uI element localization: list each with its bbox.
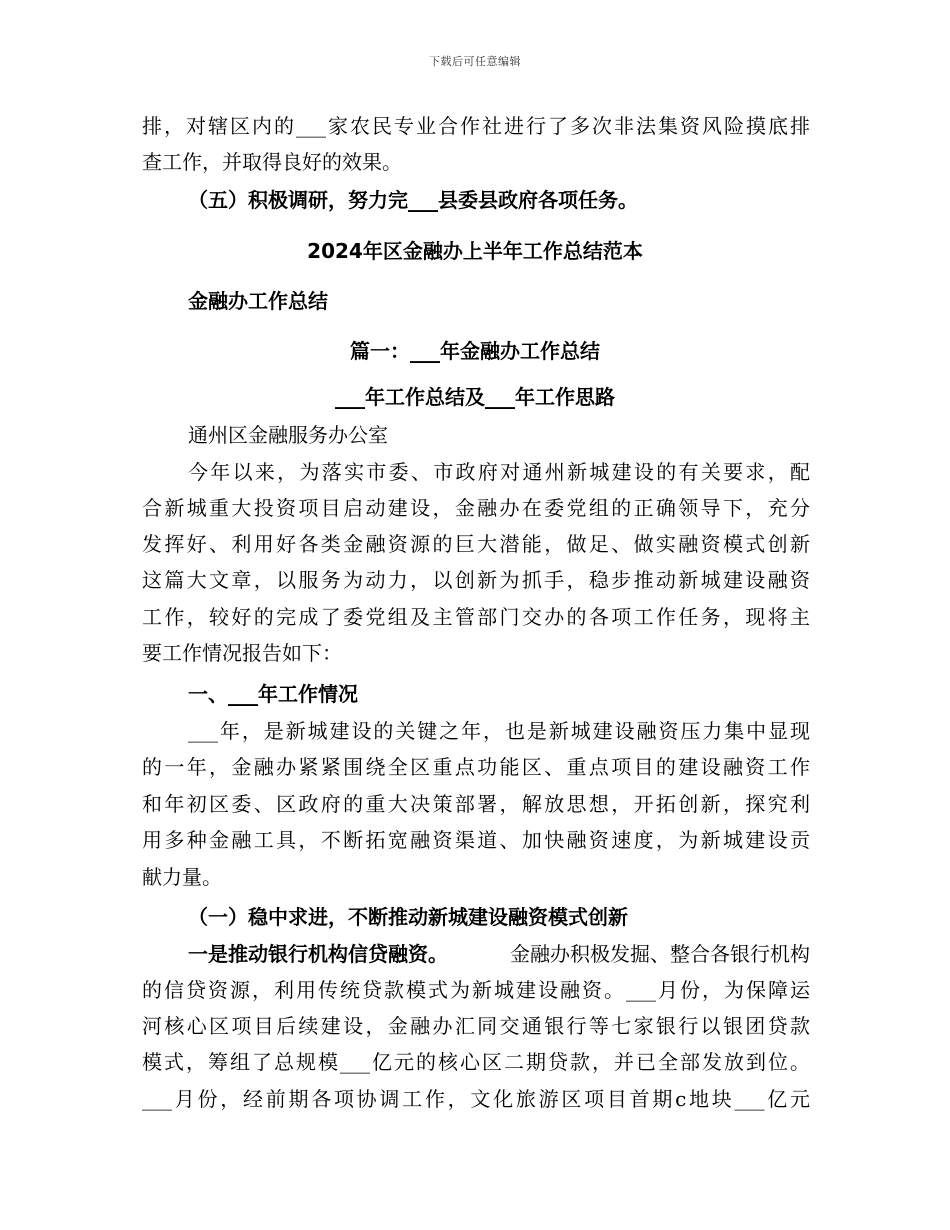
paragraph-line: 今年以来，为落实市委、市政府对通州新城建设的有关要求，配	[188, 460, 810, 484]
paragraph-line: ___月份，经前期各项协调工作，文化旅游区项目首期c地块___亿元	[142, 1087, 810, 1111]
lead-continuation: 金融办积极发掘、整合各银行机构	[510, 942, 810, 966]
paragraph-line: 用多种金融工具，不断拓宽融资渠道、加快融资速度，为新城建设贡	[142, 828, 810, 852]
lead-phrase: 一是推动银行机构信贷融资。	[188, 942, 448, 966]
chapter-subtitle: ___年工作总结及___年工作思路	[335, 385, 615, 409]
paragraph-line: 排，对辖区内的___家农民专业合作社进行了多次非法集资风险摸底排	[142, 114, 810, 138]
paragraph-line: 献力量。	[142, 865, 222, 889]
paragraph-line: 的信贷资源，利用传统贷款模式为新城建设融资。___月份，为保障运	[142, 978, 810, 1002]
paragraph-line: ___年，是新城建设的关键之年，也是新城建设融资压力集中显现	[188, 719, 810, 743]
chapter-title: 篇一：___年金融办工作总结	[350, 339, 600, 363]
paragraph-line: 模式，筹组了总规模___亿元的核心区二期贷款，并已全部发放到位。	[142, 1050, 810, 1074]
paragraph-line: 这篇大文章，以服务为动力，以创新为抓手，稳步推动新城建设融资	[142, 568, 810, 592]
paragraph-line: 要工作情况报告如下：	[142, 641, 342, 665]
paragraph-line: 合新城重大投资项目启动建设，金融办在委党组的正确领导下，充分	[142, 496, 810, 520]
paragraph-line: 发挥好、利用好各类金融资源的巨大潜能，做足、做实融资模式创新	[142, 532, 810, 556]
paragraph-line	[188, 940, 810, 968]
paragraph-line: 工作，较好的完成了委党组及主管部门交办的各项工作任务，现将主	[142, 605, 810, 629]
paragraph-line: 查工作，并取得良好的效果。	[142, 150, 402, 174]
author-line: 通州区金融服务办公室	[188, 423, 388, 447]
section-heading: （一）稳中求进，不断推动新城建设融资模式创新	[188, 905, 628, 929]
paragraph-line: 河核心区项目后续建设，金融办汇同交通银行等七家银行以银团贷款	[142, 1014, 810, 1038]
section-heading: （五）积极调研，努力完___县委县政府各项任务。	[188, 188, 638, 212]
paragraph-line: 和年初区委、区政府的重大决策部署，解放思想，开拓创新，探究利	[142, 792, 810, 816]
paragraph-line: 的一年，金融办紧紧围绕全区重点功能区、重点项目的建设融资工作	[142, 755, 810, 779]
section-heading: 一、___年工作情况	[188, 682, 358, 706]
subtitle: 金融办工作总结	[188, 289, 328, 313]
page-header: 下载后可任意编辑	[429, 55, 521, 68]
document-title: 2024年区金融办上半年工作总结范本	[307, 239, 643, 263]
